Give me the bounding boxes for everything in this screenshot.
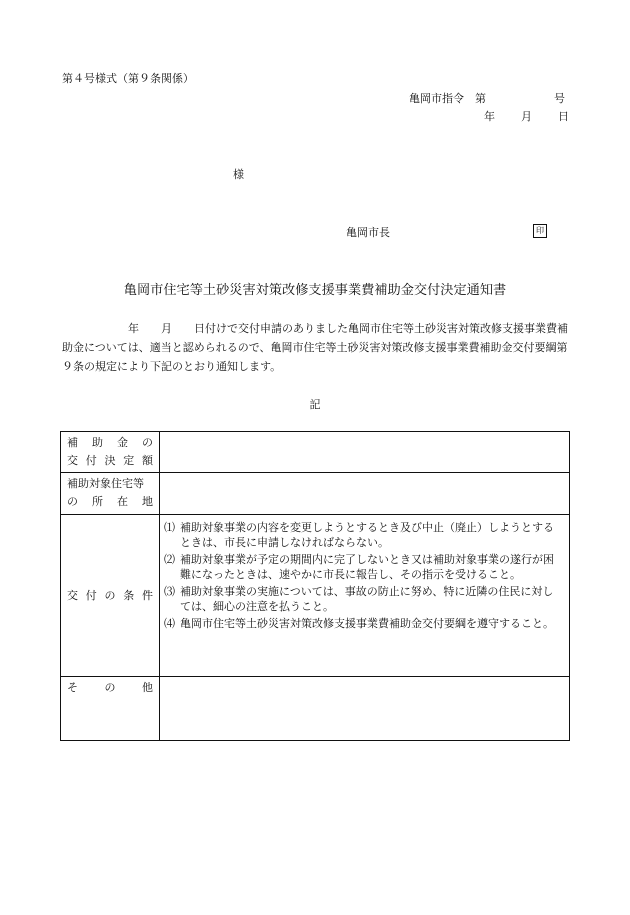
sender-title: 亀岡市長 — [346, 226, 390, 239]
value-cell-location — [160, 473, 570, 515]
form-number: 第４号様式（第９条関係） — [62, 72, 194, 85]
table-row — [61, 515, 570, 677]
body-lead-space — [62, 322, 128, 335]
value-cell-other — [160, 677, 570, 741]
issue-date — [484, 108, 569, 124]
table-row — [61, 677, 570, 741]
decision-table — [60, 431, 570, 741]
issue-number-suffix: 号 — [554, 92, 565, 105]
label-line: 補助対象住宅等 — [67, 477, 144, 490]
label-line: そ の 他 — [67, 681, 153, 694]
conditions-cell — [160, 515, 570, 677]
conditions-list — [160, 515, 569, 639]
condition-item: ⑴ 補助対象事業の内容を変更しようとするとき及び中止（廃止）しようとするときは、市長に申請しなければならない。 — [164, 521, 554, 549]
date-day: 日 — [558, 110, 569, 123]
label-cell-location — [61, 473, 160, 515]
issue-number — [409, 90, 565, 106]
label-line: 交 付 の 条 件 — [67, 588, 153, 602]
recipient-suffix: 様 — [233, 168, 244, 181]
label-cell-conditions — [61, 515, 160, 677]
document-title: 亀岡市住宅等土砂災害対策改修支援事業費補助金交付決定通知書 — [123, 283, 507, 298]
date-year: 年 — [484, 110, 495, 123]
label-line: の 所 在 地 — [67, 495, 153, 508]
date-month: 月 — [521, 110, 532, 123]
condition-item: ⑷ 亀岡市住宅等土砂災害対策改修支援事業費補助金交付要綱を遵守すること。 — [164, 617, 554, 630]
table-row — [61, 473, 570, 515]
table-row — [61, 432, 570, 473]
issue-number-prefix: 亀岡市指令 第 — [409, 92, 486, 105]
condition-item: ⑵ 補助対象事業が予定の期間内に完了しないとき又は補助対象事業の遂行が困難になったときは、速やかに市長に報告し、その指示を受けること。 — [164, 553, 554, 581]
body-paragraph: 年 月 日付けで交付申請のありました亀岡市住宅等土砂災害対策改修支援事業費補助金については、適当と認められるので、亀岡市住宅等土砂災害対策改修支援事業費補助金交付要綱第９条の規定により下記のとおり通知します。 — [62, 322, 568, 373]
label-cell-other — [61, 677, 160, 741]
label-line: 補 助 金 の — [67, 436, 153, 449]
body-text — [62, 319, 572, 376]
seal-mark: 印 — [533, 224, 547, 238]
label-cell-amount — [61, 432, 160, 473]
label-line: 交 付 決 定 額 — [67, 454, 153, 467]
value-cell-amount — [160, 432, 570, 473]
note-label: 記 — [309, 398, 321, 411]
condition-item: ⑶ 補助対象事業の実施については、事故の防止に努め、特に近隣の住民に対しては、細心の注意を払うこと。 — [164, 585, 554, 613]
